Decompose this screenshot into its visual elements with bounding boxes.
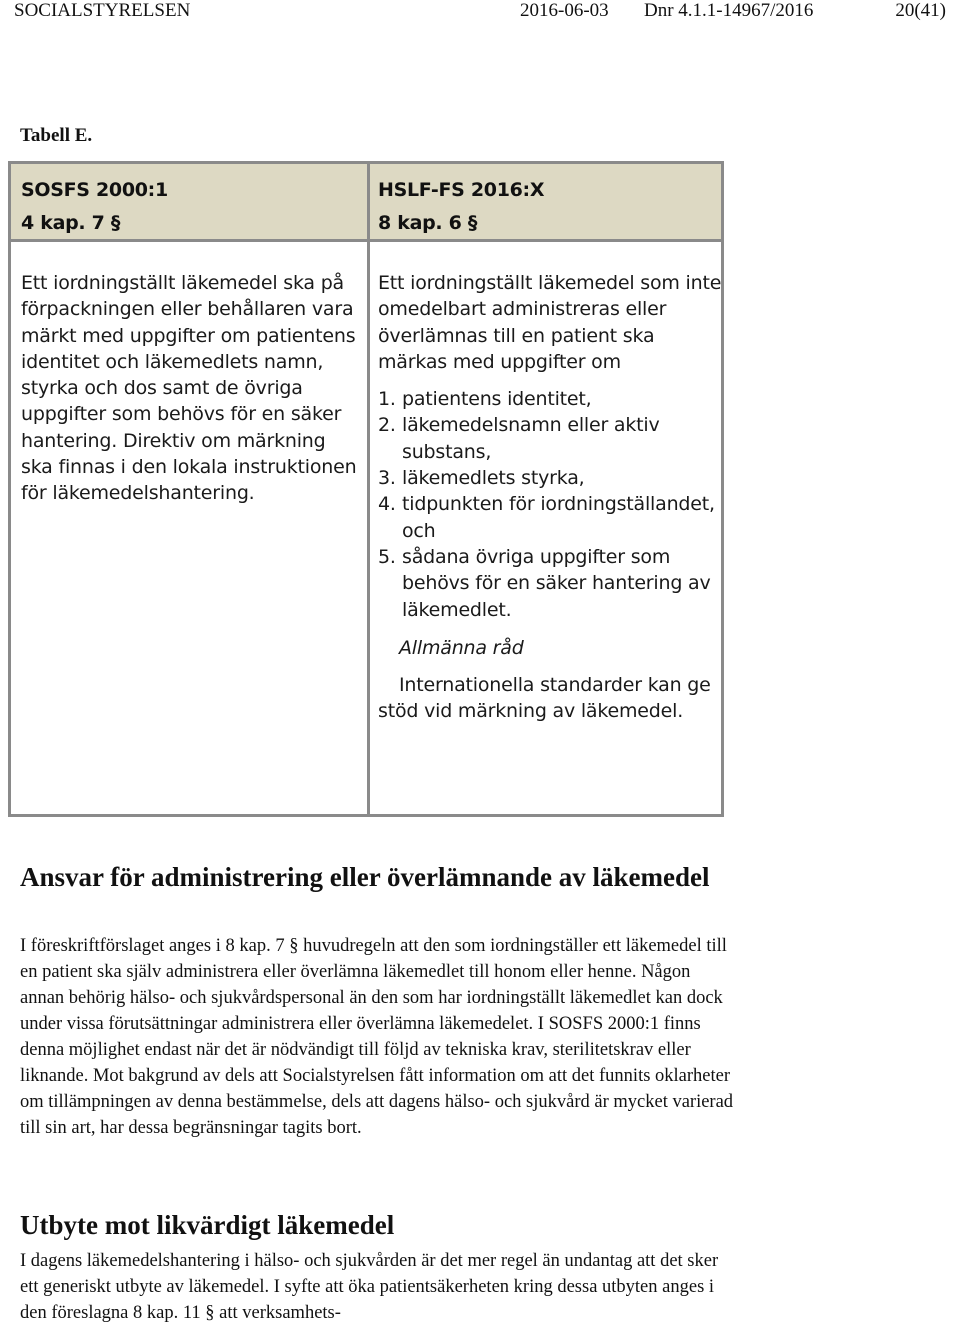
table-header-left bbox=[21, 174, 168, 240]
list-item: 3. läkemedlets styrka, bbox=[378, 467, 585, 490]
table-caption: Tabell E. bbox=[20, 125, 93, 146]
provision-list bbox=[378, 386, 722, 623]
header-organization: SOCIALSTYRELSEN bbox=[14, 0, 191, 21]
comparison-table bbox=[8, 161, 724, 817]
right-cell-intro: Ett iordningställt läkemedel som inte omedelbart administreras eller överlämnas till en patient ska märkas med uppgifter om bbox=[378, 272, 722, 373]
left-header-regulation: SOSFS 2000:1 bbox=[21, 179, 168, 201]
table-header-right bbox=[378, 174, 544, 240]
general-advice-label: Allmänna råd bbox=[399, 636, 524, 659]
section-paragraph-ansvar: I föreskriftförslaget anges i 8 kap. 7 § huvudregeln att den som iordningställer ett läkemedel till en patient ska själv administrera eller överlämna läkemedlet till honom eller henne. Någon annan behörig hälso- och sjukvårdspersonal än den som har iordningställt läkemedlet kan dock under vissa förutsättningar administrera eller överlämna läkemedelet. I SOSFS 2000:1 finns denna möjlighet endast när det är nödvändigt till följd av tekniska krav, sterilitetskrav eller liknande. Mot bakgrund av dels att Socialstyrelsen fått information om att det funnits oklarheter om tillämpningen av denna bestämmelse, dels att dagens hälso- och sjukvård är mycket varierad till sin art, har dessa begränsningar tagits bort. bbox=[20, 936, 734, 1138]
header-date: 2016-06-03 bbox=[520, 0, 609, 21]
section-heading-utbyte: Utbyte mot likvärdigt läkemedel bbox=[20, 1210, 395, 1240]
section-paragraph-utbyte: I dagens läkemedelshantering i hälso- och sjukvården är det mer regel än undantag att det sker ett generiskt utbyte av läkemedel. I syfte att öka patientsäkerheten kring dessa utbyten anges i den föreslagna 8 kap. 11 § att verksamhets- bbox=[20, 1251, 719, 1323]
right-header-regulation: HSLF-FS 2016:X bbox=[378, 179, 545, 201]
header-reference-number: Dnr 4.1.1-14967/2016 bbox=[644, 0, 814, 21]
left-cell-text: Ett iordningställt läkemedel ska på förpackningen eller behållaren vara märkt med uppgifter om patientens identitet och läkemedlets namn, styrka och dos samt de övriga uppgifter som behövs för en säker hantering. Direktiv om märkning ska finnas i den lokala instruktionen för läkemedelshantering. bbox=[21, 272, 357, 505]
list-item: 2. läkemedelsnamn eller aktiv substans, bbox=[378, 414, 660, 463]
header-page-number: 20(41) bbox=[895, 0, 946, 21]
left-header-section: 4 kap. 7 § bbox=[21, 212, 121, 234]
table-column-divider bbox=[367, 164, 370, 814]
right-header-section: 8 kap. 6 § bbox=[378, 212, 478, 234]
running-header bbox=[14, 0, 960, 24]
table-cell-left bbox=[21, 270, 361, 507]
general-advice-text: Internationella standarder kan ge stöd vid märkning av läkemedel. bbox=[378, 674, 711, 723]
section-heading-ansvar: Ansvar för administrering eller överlämnande av läkemedel bbox=[20, 862, 710, 892]
table-cell-right bbox=[378, 270, 722, 725]
list-item: 4. tidpunkten för iordningställandet, och bbox=[378, 493, 715, 542]
list-item: 1. patientens identitet, bbox=[378, 388, 592, 411]
list-item: 5. sådana övriga uppgifter som behövs för en säker hantering av läkemedlet. bbox=[378, 545, 711, 621]
